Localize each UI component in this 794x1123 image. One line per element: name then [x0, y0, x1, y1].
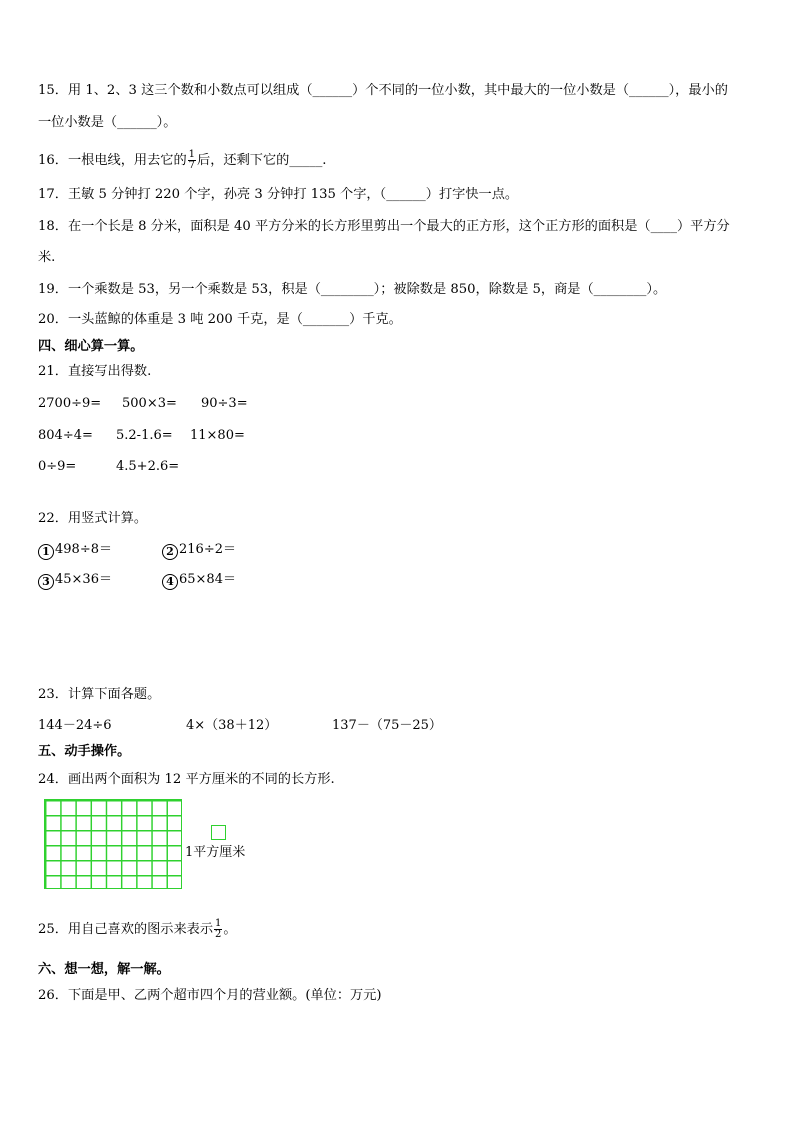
q15-line1: 15．用 1、2、3 这三个数和小数点可以组成（______）个不同的一位小数，其中最大的一位小数是（______），最小的	[38, 83, 728, 98]
circled-number-mark: 4	[162, 574, 178, 590]
q21-item: 804÷4=	[38, 428, 93, 443]
q21-item: 2700÷9=	[38, 396, 102, 411]
q20: 20．一头蓝鲸的体重是 3 吨 200 千克，是（_______）千克。	[38, 312, 402, 327]
circled-number-mark: 2	[162, 544, 178, 560]
q18-line1: 18．在一个长是 8 分米，面积是 40 平方分米的长方形里剪出一个最大的正方形，这个正方形的面积是（____）平方分	[38, 219, 730, 234]
circled-number-mark: 1	[38, 544, 54, 560]
q16-text-after: 后，还剩下它的_____.	[197, 153, 327, 168]
q21-item: 90÷3=	[201, 396, 248, 411]
q16-text: 16．一根电线，用去它的	[38, 153, 187, 168]
q16-fraction	[188, 150, 196, 171]
section-6-heading: 六、想一想，解一解。	[38, 962, 170, 977]
q22-expr: 216÷2＝	[179, 542, 236, 557]
q25	[38, 919, 237, 940]
circled-number-mark: 3	[38, 574, 54, 590]
q22-title: 22．用竖式计算。	[38, 511, 148, 526]
q22-expr: 498÷8＝	[55, 542, 112, 557]
q23-item: 137－（75－25）	[332, 718, 442, 733]
q24-title: 24．画出两个面积为 12 平方厘米的不同的长方形.	[38, 772, 335, 787]
q22-item	[38, 571, 112, 590]
fraction-numerator: 1	[188, 149, 196, 160]
fraction-denominator: 7	[188, 160, 196, 171]
q25-text-after: 。	[223, 922, 237, 937]
q25-text: 25．用自己喜欢的图示来表示	[38, 922, 214, 937]
section-4-heading: 四、细心算一算。	[38, 339, 144, 354]
section-5-heading: 五、动手操作。	[38, 744, 131, 759]
fraction-denominator: 2	[215, 929, 222, 940]
q18-line2: 米.	[38, 250, 56, 265]
q22-item	[38, 541, 112, 560]
q21-item: 11×80=	[190, 428, 245, 443]
q23-title: 23．计算下面各题。	[38, 687, 161, 702]
q19: 19．一个乘数是 53，另一个乘数是 53，积是（________）；被除数是 850，除数是 5，商是（________）。	[38, 282, 667, 297]
q16	[38, 150, 327, 171]
q22-item	[162, 571, 236, 590]
square-grid	[44, 799, 182, 889]
q23-item: 144－24÷6	[38, 718, 112, 733]
q22-item	[162, 541, 236, 560]
q23-item: 4×（38＋12）	[186, 718, 278, 733]
fraction-numerator: 1	[215, 918, 222, 929]
q26: 26．下面是甲、乙两个超市四个月的营业额。(单位：万元)	[38, 988, 382, 1003]
q22-expr: 65×84＝	[179, 572, 236, 587]
unit-square-label: 1平方厘米	[185, 845, 246, 860]
q22-expr: 45×36＝	[55, 572, 112, 587]
q21-title: 21．直接写出得数.	[38, 364, 152, 379]
q21-item: 0÷9=	[38, 459, 77, 474]
q15-line2: 一位小数是（______）。	[38, 115, 177, 130]
q21-item: 500×3=	[122, 396, 177, 411]
q21-item: 5.2-1.6=	[116, 428, 173, 443]
q25-fraction	[214, 919, 222, 940]
q17: 17．王敏 5 分钟打 220 个字，孙亮 3 分钟打 135 个字，（______）打字快一点。	[38, 187, 519, 202]
unit-square	[211, 825, 226, 840]
q21-item: 4.5+2.6=	[116, 459, 180, 474]
